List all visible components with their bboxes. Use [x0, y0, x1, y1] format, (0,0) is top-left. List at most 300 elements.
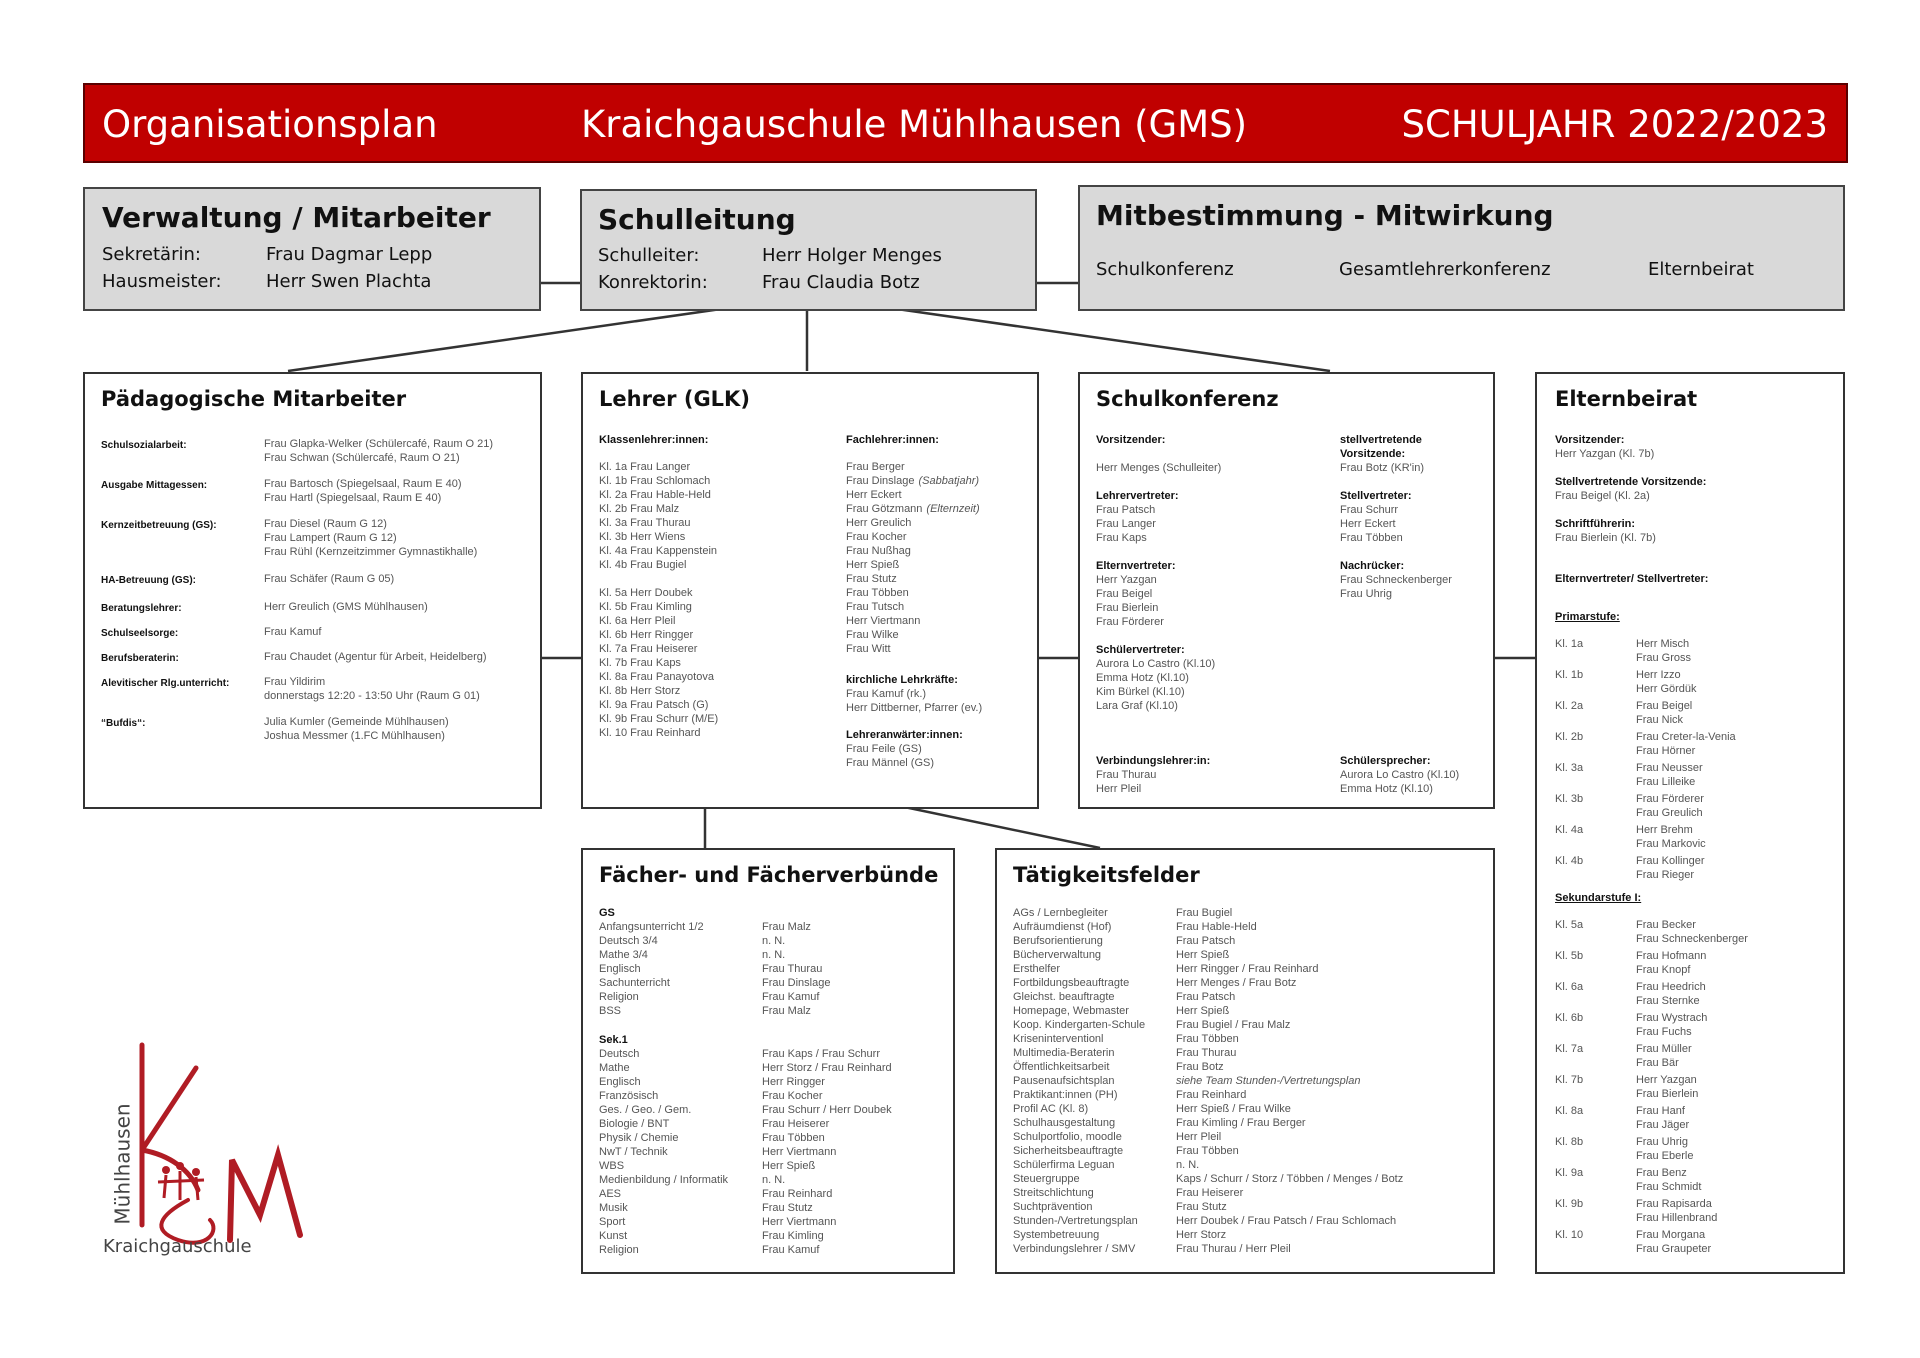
fachlehrer-item	[846, 460, 980, 474]
faecher-teacher: Frau Malz	[762, 1005, 811, 1017]
faecher-title: Fächer- und Fächerverbünde	[599, 863, 939, 887]
faecher-subject: Ges. / Geo. / Gem.	[599, 1104, 692, 1116]
fachlehrer-name: Herr Viertmann	[846, 615, 921, 627]
taetigkeit-name: Öffentlichkeitsarbeit	[1013, 1061, 1110, 1073]
eltern-class-member: Frau Benz	[1636, 1167, 1687, 1179]
taetigkeit-name: Gleichst. beauftragte	[1013, 991, 1115, 1003]
paed-row-value: Frau Lampert (Raum G 12)	[264, 532, 397, 544]
taetigkeit-person: Frau Thurau / Herr Pleil	[1176, 1243, 1291, 1255]
taetigkeit-name: Streitschlichtung	[1013, 1187, 1094, 1199]
faecher-subject: Religion	[599, 1244, 639, 1256]
eltern-class-member: Frau Neusser	[1636, 762, 1703, 774]
faecher-subject: Medienbildung / Informatik	[599, 1174, 729, 1186]
verwaltung-title: Verwaltung / Mitarbeiter	[102, 201, 491, 234]
taetigkeit-person: Herr Spieß	[1176, 1005, 1230, 1017]
taetigkeit-name: Suchtprävention	[1013, 1201, 1093, 1213]
taetigkeit-person: Frau Patsch	[1176, 991, 1236, 1003]
eltern-class-member: Herr Yazgan	[1636, 1074, 1697, 1086]
eltern-class-label: Kl. 2a	[1555, 700, 1584, 712]
faecher-teacher: Frau Kamuf	[762, 1244, 820, 1256]
klassenlehrer-item: Kl. 5a Herr Doubek	[599, 587, 693, 599]
klassenlehrer-item: Kl. 1b Frau Schlomach	[599, 475, 711, 487]
mitbestimmung-item: Elternbeirat	[1648, 259, 1754, 280]
verwaltung-role: Sekretärin:	[102, 244, 201, 265]
faecher-teacher: Frau Stutz	[762, 1202, 813, 1214]
faecher-teacher: Frau Schurr / Herr Doubek	[762, 1104, 892, 1116]
schulkonferenz-group-heading: Schülersprecher:	[1340, 755, 1431, 767]
eltern-class-member: Frau Eberle	[1636, 1150, 1694, 1162]
verwaltung-box	[83, 187, 541, 311]
eltern-class-label: Kl. 9b	[1555, 1198, 1584, 1210]
eltern-class-member: Herr Gördük	[1636, 683, 1697, 695]
taetigkeit-person: n. N.	[1176, 1159, 1200, 1171]
klassenlehrer-item: Kl. 8b Herr Storz	[599, 685, 681, 697]
schulleitung-box	[580, 189, 1037, 311]
faecher-subject: BSS	[599, 1005, 622, 1017]
fachlehrer-name: Frau Nußhag	[846, 545, 911, 557]
taetigkeit-person: Frau Többen	[1176, 1145, 1239, 1157]
paed-row-value: donnerstags 12:20 - 13:50 Uhr (Raum G 01)	[264, 690, 480, 702]
eltern-stv-heading: Stellvertretende Vorsitzende:	[1555, 476, 1707, 488]
eltern-class-member: Frau Morgana	[1636, 1229, 1706, 1241]
faecher-subject: Biologie / BNT	[599, 1118, 670, 1130]
eltern-class-member: Frau Bierlein	[1636, 1088, 1699, 1100]
faecher-subject: Mathe	[599, 1062, 630, 1074]
eltern-class-member: Frau Lilleike	[1636, 776, 1696, 788]
paed-row-value: Julia Kumler (Gemeinde Mühlhausen)	[264, 716, 449, 728]
faecher-teacher: n. N.	[762, 1174, 786, 1186]
eltern-class-member: Frau Hörner	[1636, 745, 1696, 757]
eltern-class-label: Kl. 7b	[1555, 1074, 1584, 1086]
fachlehrer-item	[846, 502, 980, 516]
eltern-class-member: Frau Greulich	[1636, 807, 1703, 819]
paed-row-label: HA-Betreuung (GS):	[101, 575, 196, 586]
klassenlehrer-item: Kl. 6b Herr Ringger	[599, 629, 694, 641]
fachlehrer-name: Frau Többen	[846, 587, 909, 599]
taetigkeit-name: Systembetreuung	[1013, 1229, 1100, 1241]
header-title-left: Organisationsplan	[102, 103, 438, 146]
schulkonferenz-group-heading: Vorsitzender:	[1096, 434, 1166, 446]
fachlehrer-name: Frau Tutsch	[846, 601, 905, 613]
eltern-class-member: Frau Bär	[1636, 1057, 1679, 1069]
faecher-teacher: Herr Spieß	[762, 1160, 816, 1172]
fachlehrer-name: Frau Wilke	[846, 629, 899, 641]
fachlehrer-list	[846, 460, 980, 656]
klassenlehrer-item: Kl. 10 Frau Reinhard	[599, 727, 701, 739]
taetigkeit-person: Kaps / Schurr / Storz / Többen / Menges / Botz	[1176, 1173, 1404, 1185]
eltern-class-member: Frau Graupeter	[1636, 1243, 1712, 1255]
anw-item: Frau Feile (GS)	[846, 743, 922, 755]
eltern-class-label: Kl. 2b	[1555, 731, 1584, 743]
eltern-class-member: Frau Uhrig	[1636, 1136, 1688, 1148]
eltern-class-label: Kl. 6b	[1555, 1012, 1584, 1024]
klassenlehrer-item: Kl. 4a Frau Kappenstein	[599, 545, 718, 557]
faecher-subject: Deutsch	[599, 1048, 640, 1060]
eltern-class-member: Frau Kollinger	[1636, 855, 1705, 867]
faecher-teacher: Frau Kocher	[762, 1090, 823, 1102]
mitbestimmung-item: Gesamtlehrerkonferenz	[1339, 259, 1551, 280]
eltern-class-label: Kl. 5a	[1555, 919, 1584, 931]
schulleitung-name: Herr Holger Menges	[762, 245, 942, 266]
taetigkeit-name: Stunden-/Vertretungsplan	[1013, 1215, 1138, 1227]
eltern-class-member: Frau Hanf	[1636, 1105, 1685, 1117]
taetigkeit-name: Berufsorientierung	[1013, 935, 1103, 947]
fachlehrer-item	[846, 572, 980, 586]
taetigkeit-person: Herr Spieß / Frau Wilke	[1176, 1103, 1291, 1115]
taetigkeit-person: Frau Többen	[1176, 1033, 1239, 1045]
taetigkeit-person: Frau Hable-Held	[1176, 921, 1257, 933]
taetigkeit-person: Frau Patsch	[1176, 935, 1236, 947]
taetigkeit-name: Ersthelfer	[1013, 963, 1061, 975]
eltern-class-member: Frau Müller	[1636, 1043, 1692, 1055]
schulkonferenz-member: Frau Patsch	[1096, 504, 1156, 516]
faecher-subject: Kunst	[599, 1230, 628, 1242]
paed-row-value: Frau Hartl (Spiegelsaal, Raum E 40)	[264, 492, 442, 504]
fachlehrer-name: Frau Berger	[846, 461, 905, 473]
eltern-class-label: Kl. 3b	[1555, 793, 1584, 805]
fachlehrer-item	[846, 600, 980, 614]
klassenlehrer-item: Kl. 5b Frau Kimling	[599, 601, 692, 613]
eltern-sek-heading: Sekundarstufe I:	[1555, 892, 1642, 904]
anw-item: Frau Männel (GS)	[846, 757, 935, 769]
eltern-class-label: Kl. 1a	[1555, 638, 1584, 650]
klassenlehrer-item: Kl. 1a Frau Langer	[599, 461, 691, 473]
paed-row-value: Frau Yildirim	[264, 676, 326, 688]
schulkonferenz-group-heading: stellvertretende	[1340, 434, 1422, 446]
faecher-teacher: Frau Kimling	[762, 1230, 824, 1242]
paed-row-label: “Bufdis“:	[101, 718, 146, 729]
school-logo	[100, 1040, 310, 1270]
klassenlehrer-item: Kl. 4b Frau Bugiel	[599, 559, 687, 571]
faecher-subject: Englisch	[599, 963, 641, 975]
klassenlehrer-item: Kl. 7a Frau Heiserer	[599, 643, 698, 655]
taetigkeit-name: Schulportfolio, moodle	[1013, 1131, 1122, 1143]
schulkonferenz-member: Frau Beigel	[1096, 588, 1153, 600]
klassenlehrer-item: Kl. 8a Frau Panayotova	[599, 671, 714, 683]
fachlehrer-item	[846, 474, 980, 488]
paed-row-value: Frau Kamuf	[264, 626, 322, 638]
schulkonferenz-member: Emma Hotz (Kl.10)	[1096, 672, 1189, 684]
header-title-center: Kraichgauschule Mühlhausen (GMS)	[581, 103, 1248, 146]
schulkonferenz-member: Aurora Lo Castro (Kl.10)	[1340, 769, 1460, 781]
paed-row-value: Frau Rühl (Kernzeitzimmer Gymnastikhalle)	[264, 546, 478, 558]
schulkonferenz-group-heading: Elternvertreter:	[1096, 560, 1176, 572]
schulkonferenz-member: Emma Hotz (Kl.10)	[1340, 783, 1433, 795]
eltern-stv: Frau Beigel (Kl. 2a)	[1555, 490, 1650, 502]
klassenlehrer-item: Kl. 3b Herr Wiens	[599, 531, 686, 543]
eltern-class-member: Frau Becker	[1636, 919, 1696, 931]
schulkonferenz-member: Frau Bierlein	[1096, 602, 1159, 614]
taetigkeitsfelder-title: Tätigkeitsfelder	[1013, 863, 1200, 887]
taetigkeit-person: Frau Botz	[1176, 1061, 1224, 1073]
faecher-subject: Deutsch 3/4	[599, 935, 658, 947]
klassenlehrer-item: Kl. 2a Frau Hable-Held	[599, 489, 711, 501]
taetigkeit-name: Bücherverwaltung	[1013, 949, 1102, 961]
faecher-subject: WBS	[599, 1160, 625, 1172]
faecher-teacher: Frau Kamuf	[762, 991, 820, 1003]
logo-vertical-text: Mühlhausen	[110, 1103, 135, 1225]
eltern-class-member: Frau Schmidt	[1636, 1181, 1702, 1193]
taetigkeit-name: Profil AC (Kl. 8)	[1013, 1103, 1089, 1115]
verwaltung-role: Hausmeister:	[102, 271, 222, 292]
faecher-subject: Sport	[599, 1216, 626, 1228]
eltern-class-label: Kl. 8b	[1555, 1136, 1584, 1148]
eltern-class-label: Kl. 5b	[1555, 950, 1584, 962]
taetigkeit-name: AGs / Lernbegleiter	[1013, 907, 1108, 919]
faecher-teacher: Frau Többen	[762, 1132, 825, 1144]
klassenlehrer-list	[599, 460, 718, 740]
taetigkeit-person: Frau Heiserer	[1176, 1187, 1244, 1199]
paed-row-label: Alevitischer Rlg.unterricht:	[101, 678, 230, 689]
taetigkeit-name: Verbindungslehrer / SMV	[1013, 1243, 1136, 1255]
paed-row-label: Beratungslehrer:	[101, 603, 182, 614]
taetigkeit-name: Aufräumdienst (Hof)	[1013, 921, 1112, 933]
klassenlehrer-item: Kl. 9a Frau Patsch (G)	[599, 699, 709, 711]
taetigkeit-name: Praktikant:innen (PH)	[1013, 1089, 1118, 1101]
klassenlehrer-heading: Klassenlehrer:innen:	[599, 434, 709, 446]
faecher-gs-heading: GS	[599, 907, 615, 919]
fachlehrer-name: Herr Eckert	[846, 489, 902, 501]
verwaltung-name: Herr Swen Plachta	[266, 271, 432, 292]
klassenlehrer-item	[599, 572, 718, 586]
eltern-class-member: Frau Rapisarda	[1636, 1198, 1712, 1210]
eltern-prim-heading: Primarstufe:	[1555, 611, 1620, 623]
schulkonferenz-member: Herr Yazgan	[1096, 574, 1157, 586]
taetigkeit-person: Frau Reinhard	[1176, 1089, 1247, 1101]
fachlehrer-item	[846, 586, 980, 600]
eltern-class-member: Frau Heedrich	[1636, 981, 1706, 993]
klassenlehrer-item: Kl. 7b Frau Kaps	[599, 657, 681, 669]
eltern-class-member: Frau Rieger	[1636, 869, 1695, 881]
eltern-class-label: Kl. 8a	[1555, 1105, 1584, 1117]
fachlehrer-name: Herr Greulich	[846, 517, 912, 529]
schulleitung-role: Schulleiter:	[598, 245, 700, 266]
fachlehrer-item	[846, 642, 980, 656]
faecher-teacher: Frau Malz	[762, 921, 811, 933]
fachlehrer-item	[846, 530, 980, 544]
taetigkeit-name: Steuergruppe	[1013, 1173, 1080, 1185]
taetigkeitsfelder-box	[995, 848, 1495, 1274]
taetigkeit-person: Herr Storz	[1176, 1229, 1227, 1241]
schulleitung-role: Konrektorin:	[598, 272, 708, 293]
mitbestimmung-title: Mitbestimmung - Mitwirkung	[1096, 199, 1554, 232]
elternbeirat-title: Elternbeirat	[1555, 387, 1698, 411]
faecher-subject: Sachunterricht	[599, 977, 670, 989]
faecher-teacher: Frau Thurau	[762, 963, 823, 975]
schulleitung-title: Schulleitung	[598, 203, 796, 236]
eltern-ev-heading: Elternvertreter/ Stellvertreter:	[1555, 573, 1709, 585]
fachlehrer-item	[846, 628, 980, 642]
schulleitung-name: Frau Claudia Botz	[762, 272, 920, 293]
schulkonferenz-box	[1078, 372, 1495, 809]
paed-row-value: Frau Schäfer (Raum G 05)	[264, 573, 395, 585]
faecher-subject: Mathe 3/4	[599, 949, 648, 961]
eltern-class-member: Frau Jäger	[1636, 1119, 1690, 1131]
eltern-schrift: Frau Bierlein (Kl. 7b)	[1555, 532, 1656, 544]
faecher-subject: Englisch	[599, 1076, 641, 1088]
eltern-schrift-heading: Schriftführerin:	[1555, 518, 1636, 530]
eltern-class-member: Frau Creter-la-Venia	[1636, 731, 1736, 743]
taetigkeit-person: Frau Bugiel	[1176, 907, 1233, 919]
mitbestimmung-box	[1078, 185, 1845, 311]
faecher-subject: NwT / Technik	[599, 1146, 668, 1158]
lehrer-title: Lehrer (GLK)	[599, 387, 750, 411]
schulkonferenz-group-heading: Verbindungslehrer:in:	[1096, 755, 1211, 767]
eltern-class-member: Herr Misch	[1636, 638, 1690, 650]
taetigkeit-person: siehe Team Stunden-/Vertretungsplan	[1176, 1075, 1361, 1087]
eltern-vors: Herr Yazgan (Kl. 7b)	[1555, 448, 1655, 460]
klassenlehrer-item: Kl. 6a Herr Pleil	[599, 615, 676, 627]
faecher-teacher: Herr Ringger	[762, 1076, 825, 1088]
fachlehrer-item	[846, 488, 980, 502]
paed-row-label: Schulseelsorge:	[101, 628, 179, 639]
paed-row-value: Frau Schwan (Schülercafé, Raum O 21)	[264, 452, 460, 464]
fachlehrer-item	[846, 558, 980, 572]
schulkonferenz-member: Herr Pleil	[1096, 783, 1142, 795]
klassenlehrer-item: Kl. 2b Frau Malz	[599, 503, 680, 515]
schulkonferenz-group-heading: Schülervertreter:	[1096, 644, 1185, 656]
schulkonferenz-member: Lara Graf (Kl.10)	[1096, 700, 1178, 712]
header-title-right: SCHULJAHR 2022/2023	[1401, 103, 1828, 146]
faecher-teacher: Frau Reinhard	[762, 1188, 833, 1200]
schulkonferenz-member: Herr Menges (Schulleiter)	[1096, 462, 1222, 474]
anw-heading: Lehreranwärter:innen:	[846, 729, 963, 741]
paed-row-label: Schulsozialarbeit:	[101, 440, 187, 451]
eltern-class-member: Frau Hillenbrand	[1636, 1212, 1718, 1224]
schulkonferenz-member: Herr Eckert	[1340, 518, 1396, 530]
taetigkeit-name: Multimedia-Beraterin	[1013, 1047, 1115, 1059]
taetigkeit-name: Schülerfirma Leguan	[1013, 1159, 1115, 1171]
taetigkeit-name: Pausenaufsichtsplan	[1013, 1075, 1115, 1087]
eltern-class-member: Frau Gross	[1636, 652, 1692, 664]
taetigkeit-name: Fortbildungsbeauftragte	[1013, 977, 1130, 989]
eltern-class-label: Kl. 6a	[1555, 981, 1584, 993]
mitbestimmung-item: Schulkonferenz	[1096, 259, 1234, 280]
faecher-teacher: Herr Storz / Frau Reinhard	[762, 1062, 892, 1074]
faecher-teacher: Frau Kaps / Frau Schurr	[762, 1048, 880, 1060]
kirch-item: Herr Dittberner, Pfarrer (ev.)	[846, 702, 983, 714]
schulkonferenz-title: Schulkonferenz	[1096, 387, 1279, 411]
paed-row-label: Berufsberaterin:	[101, 653, 179, 664]
faecher-teacher: Frau Heiserer	[762, 1118, 830, 1130]
fachlehrer-name: Frau Kocher	[846, 531, 907, 543]
taetigkeit-name: Kriseninterventionl	[1013, 1033, 1104, 1045]
faecher-teacher: Herr Viertmann	[762, 1216, 837, 1228]
elternbeirat-box	[1535, 372, 1845, 1274]
kirch-item: Frau Kamuf (rk.)	[846, 688, 927, 700]
schulkonferenz-group-heading: Stellvertreter:	[1340, 490, 1412, 502]
klassenlehrer-item: Kl. 9b Frau Schurr (M/E)	[599, 713, 719, 725]
fachlehrer-heading: Fachlehrer:innen:	[846, 434, 939, 446]
schulkonferenz-member: Aurora Lo Castro (Kl.10)	[1096, 658, 1216, 670]
eltern-class-label: Kl. 4a	[1555, 824, 1584, 836]
eltern-class-member: Frau Fuchs	[1636, 1026, 1692, 1038]
taetigkeit-person: Frau Bugiel / Frau Malz	[1176, 1019, 1291, 1031]
eltern-class-member: Frau Knopf	[1636, 964, 1691, 976]
klassenlehrer-item: Kl. 3a Frau Thurau	[599, 517, 691, 529]
taetigkeit-person: Herr Menges / Frau Botz	[1176, 977, 1297, 989]
paed-row-value: Frau Glapka-Welker (Schülercafé, Raum O 21)	[264, 438, 494, 450]
eltern-class-member: Frau Schneckenberger	[1636, 933, 1748, 945]
fachlehrer-name: Frau Witt	[846, 643, 891, 655]
schulkonferenz-group-heading: Vorsitzende:	[1340, 448, 1406, 460]
eltern-class-member: Frau Beigel	[1636, 700, 1693, 712]
taetigkeit-person: Herr Doubek / Frau Patsch / Frau Schlomach	[1176, 1215, 1397, 1227]
faecher-subject: Physik / Chemie	[599, 1132, 679, 1144]
fachlehrer-item	[846, 544, 980, 558]
taetigkeit-name: Homepage, Webmaster	[1013, 1005, 1129, 1017]
fachlehrer-name: Frau Dinslage	[846, 475, 915, 487]
eltern-class-label: Kl. 1b	[1555, 669, 1584, 681]
eltern-class-member: Frau Sternke	[1636, 995, 1700, 1007]
faecher-subject: Anfangsunterricht 1/2	[599, 921, 704, 933]
fachlehrer-name: Frau Götzmann	[846, 503, 923, 515]
taetigkeit-name: Sicherheitsbeauftragte	[1013, 1145, 1124, 1157]
paed-box	[83, 372, 542, 809]
schulkonferenz-member: Frau Langer	[1096, 518, 1156, 530]
fachlehrer-name: Herr Spieß	[846, 559, 900, 571]
faecher-subject: Musik	[599, 1202, 628, 1214]
taetigkeit-name: Koop. Kindergarten-Schule	[1013, 1019, 1146, 1031]
eltern-class-member: Frau Hofmann	[1636, 950, 1707, 962]
eltern-class-member: Herr Izzo	[1636, 669, 1681, 681]
schulkonferenz-group-heading: Nachrücker:	[1340, 560, 1405, 572]
eltern-class-member: Herr Brehm	[1636, 824, 1693, 836]
paed-title: Pädagogische Mitarbeiter	[101, 387, 407, 411]
taetigkeit-person: Frau Stutz	[1176, 1201, 1227, 1213]
taetigkeit-name: Schulhausgestaltung	[1013, 1117, 1116, 1129]
taetigkeit-person: Frau Thurau	[1176, 1047, 1237, 1059]
eltern-class-member: Frau Förderer	[1636, 793, 1704, 805]
schulkonferenz-member: Frau Botz (KR'in)	[1340, 462, 1425, 474]
paed-row-value: Herr Greulich (GMS Mühlhausen)	[264, 601, 428, 613]
schulkonferenz-member: Frau Uhrig	[1340, 588, 1392, 600]
schulkonferenz-member: Frau Többen	[1340, 532, 1403, 544]
fachlehrer-name: Frau Stutz	[846, 573, 897, 585]
schulkonferenz-member: Kim Bürkel (Kl.10)	[1096, 686, 1185, 698]
verwaltung-name: Frau Dagmar Lepp	[266, 244, 433, 265]
faecher-subject: Religion	[599, 991, 639, 1003]
fachlehrer-item	[846, 614, 980, 628]
taetigkeit-person: Herr Ringger / Frau Reinhard	[1176, 963, 1319, 975]
schulkonferenz-group-heading: Lehrervertreter:	[1096, 490, 1179, 502]
fachlehrer-note: (Sabbatjahr)	[918, 475, 980, 487]
eltern-class-label: Kl. 3a	[1555, 762, 1584, 774]
paed-row-value: Frau Diesel (Raum G 12)	[264, 518, 387, 530]
eltern-vors-heading: Vorsitzender:	[1555, 434, 1625, 446]
eltern-class-label: Kl. 9a	[1555, 1167, 1584, 1179]
faecher-subject: Französisch	[599, 1090, 659, 1102]
paed-row-label: Ausgabe Mittagessen:	[101, 480, 208, 491]
schulkonferenz-member: Frau Schneckenberger	[1340, 574, 1452, 586]
faecher-box	[581, 848, 955, 1274]
faecher-subject: AES	[599, 1188, 622, 1200]
eltern-class-label: Kl. 10	[1555, 1229, 1584, 1241]
eltern-class-label: Kl. 4b	[1555, 855, 1584, 867]
eltern-class-label: Kl. 7a	[1555, 1043, 1584, 1055]
eltern-class-member: Frau Wystrach	[1636, 1012, 1708, 1024]
faecher-sek-heading: Sek.1	[599, 1034, 628, 1046]
taetigkeit-person: Herr Spieß	[1176, 949, 1230, 961]
logo-bottom-text: Kraichgauschule	[103, 1236, 252, 1257]
paed-row-label: Kernzeitbetreuung (GS):	[101, 520, 217, 531]
eltern-class-member: Frau Markovic	[1636, 838, 1706, 850]
faecher-teacher: n. N.	[762, 935, 786, 947]
faecher-teacher: Herr Viertmann	[762, 1146, 837, 1158]
schulkonferenz-member: Frau Kaps	[1096, 532, 1147, 544]
schulkonferenz-member: Frau Förderer	[1096, 616, 1164, 628]
fachlehrer-note: (Elternzeit)	[926, 503, 980, 515]
